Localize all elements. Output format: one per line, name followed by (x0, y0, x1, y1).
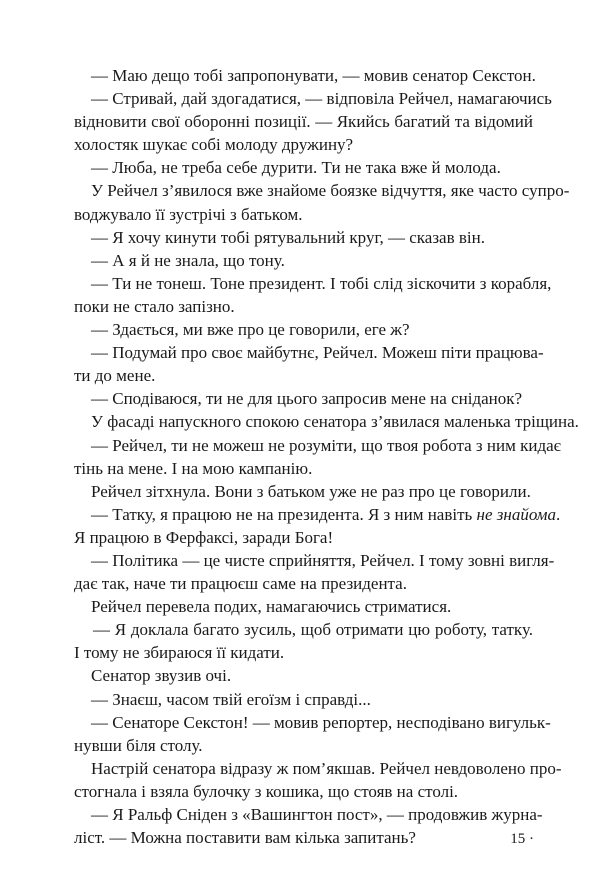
text-line: — Подумай про своє майбутнє, Рейчел. Можеш піти працюва- (74, 343, 544, 363)
text-run: — Татку, я працюю не на президента. Я з ним навіть (74, 504, 477, 524)
text-line: нувши біля столу. (74, 735, 203, 755)
text-line: — Маю дещо тобі запропонувати, — мовив сенатор Секстон. (74, 66, 536, 85)
text-line: холостяк шукає собі молоду дружину? (74, 135, 354, 155)
text-line: — Я доклала багато зусиль, щоб отримати цю роботу, татку. (74, 620, 533, 640)
text-run: . (556, 504, 561, 524)
text-line: У фасаді напускного спокою сенатора з’явилася маленька тріщина. (74, 412, 579, 432)
text-line: дає так, наче ти працюєш саме на президента. (74, 574, 407, 594)
text-line: Я працюю в Ферфаксі, заради Бога! (74, 527, 334, 547)
text-line: — Стривай, дай здогадатися, — відповіла Рейчел, намагаючись (74, 89, 552, 109)
text-line: — Ти не тонеш. Тоне президент. І тобі слід зіскочити з корабля, (74, 273, 552, 293)
text-line: — Я хочу кинути тобі рятувальний круг, — сказав він. (74, 227, 485, 247)
text-line: воджувало її зустрічі з батьком. (74, 204, 303, 224)
text-line: — Люба, не треба себе дурити. Ти не така вже й молода. (74, 158, 501, 178)
text-line: — А я й не знала, що тону. (74, 250, 285, 270)
text-line: — Сенаторе Секстон! — мовив репортер, несподівано вигульк- (74, 712, 551, 732)
text-line: І тому не збираюся її кидати. (74, 643, 285, 663)
text-line: — Я Ральф Сніден з «Вашингтон пост», — продовжив журна- (74, 805, 543, 824)
text-line: — Знаєш, часом твій егоїзм і справді... (74, 689, 371, 709)
emphasis-text: не знайома (476, 504, 557, 524)
text-line: — Сподіваюся, ти не для цього запросив мене на сніданок? (74, 389, 523, 409)
text-line: Рейчел зітхнула. Вони з батьком уже не раз про це говорили. (74, 481, 531, 501)
text-line: стогнала і взяла булочку з кошика, що стояв на столі. (74, 781, 459, 801)
text-line: — Рейчел, ти не можеш не розуміти, що твоя робота з ним кидає (74, 435, 561, 455)
text-line: У Рейчел з’явилося вже знайоме боязке відчуття, яке часто супро- (74, 181, 570, 201)
text-line: Рейчел перевела подих, намагаючись стриматися. (74, 597, 452, 617)
text-line: ти до мене. (74, 366, 156, 386)
text-line (74, 503, 561, 526)
text-line: Настрій сенатора відразу ж пом’якшав. Рейчел невдоволено про- (74, 758, 562, 778)
text-line: — Політика — це чисте сприйняття, Рейчел. І тому зовні вигля- (74, 550, 555, 570)
text-line: Сенатор звузив очі. (74, 666, 232, 686)
body-text (74, 64, 579, 849)
text-line: тінь на мене. І на мою кампанію. (74, 458, 313, 478)
text-line: — Здається, ми вже про це говорили, еге ж? (74, 320, 410, 340)
text-line: відновити свої оборонні позиції. — Якийсь багатий та відомий (74, 112, 533, 132)
page-number: 15 · (510, 831, 534, 847)
text-line: ліст. — Можна поставити вам кілька запитань? (74, 828, 416, 848)
text-line: поки не стало запізно. (74, 296, 235, 316)
